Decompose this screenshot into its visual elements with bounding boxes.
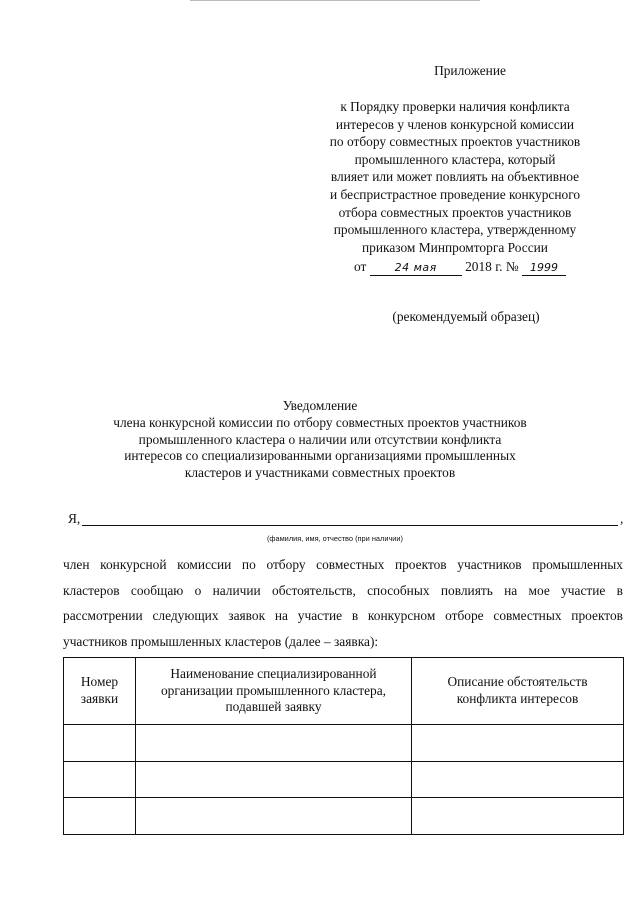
table-cell [64, 725, 136, 762]
table-cell [412, 761, 624, 798]
appendix-line: влияет или может повлиять на объективное [330, 169, 580, 185]
appendix-line: промышленного кластера, утвержденному [333, 222, 577, 238]
heading-line: кластеров и участниками совместных проектов [184, 465, 456, 481]
appendix-line: приказом Минпромторга России [362, 239, 548, 255]
heading-line: члена конкурсной комиссии по отбору совместных проектов участников [113, 414, 527, 430]
sample-note: (рекомендуемый образец) [392, 309, 540, 324]
table-cell [136, 761, 412, 798]
date-prefix: от [353, 259, 367, 274]
name-trailing-comma: , [620, 511, 624, 526]
table-cell [136, 798, 412, 835]
appendix-line: по отбору совместных проектов участников [329, 134, 581, 150]
table-cell [64, 761, 136, 798]
table-cell [412, 725, 624, 762]
order-date-line [330, 258, 590, 276]
appendix-body [300, 98, 610, 256]
appendix-line: и беспристрастное проведение конкурсного [329, 186, 581, 202]
header-application-number: Номер заявки [64, 658, 136, 725]
table-row [64, 761, 624, 798]
heading-title: Уведомление [282, 398, 358, 413]
table-row [64, 725, 624, 762]
scan-top-rule [190, 0, 480, 1]
notification-body-text: член конкурсной комиссии по отбору совместных проектов участников промышленных кластеров сообщаю о наличии обстоятельств, способных повлиять на мое участие в рассмотрении следующих заявок на участие в конкурсном отборе совместных проектов участников промышленных кластеров (далее – заявка): [63, 557, 623, 649]
appendix-line: отбора совместных проектов участников [338, 204, 572, 220]
header-conflict-description: Описание обстоятельств конфликта интересов [412, 658, 624, 725]
appendix-title: Приложение [434, 63, 506, 78]
notification-heading [90, 398, 550, 482]
appendix-line: промышленного кластера, который [354, 151, 556, 167]
name-blank-line [82, 525, 618, 526]
table-header-row [64, 658, 624, 725]
table-cell [412, 798, 624, 835]
appendix-line: интересов у членов конкурсной комиссии [335, 116, 575, 132]
handwritten-date: 24 мая [370, 261, 462, 276]
handwritten-order-number: 1999 [522, 261, 566, 276]
header-organization-name: Наименование специализированной организации промышленного кластера, подавшей заявку [136, 658, 412, 725]
table-cell [64, 798, 136, 835]
year-number-label: 2018 г. № [465, 259, 519, 274]
full-name-field [68, 511, 628, 527]
appendix-line: к Порядку проверки наличия конфликта [340, 99, 570, 114]
conflict-table [63, 657, 624, 835]
name-field-hint: (фамилия, имя, отчество (при наличии) [266, 534, 404, 543]
heading-line: промышленного кластера о наличии или отсутствии конфликта [138, 431, 502, 447]
table-row [64, 798, 624, 835]
table-cell [136, 725, 412, 762]
heading-line: интересов со специализированными организациями промышленных [124, 448, 516, 464]
name-pronoun: Я, [68, 511, 81, 526]
